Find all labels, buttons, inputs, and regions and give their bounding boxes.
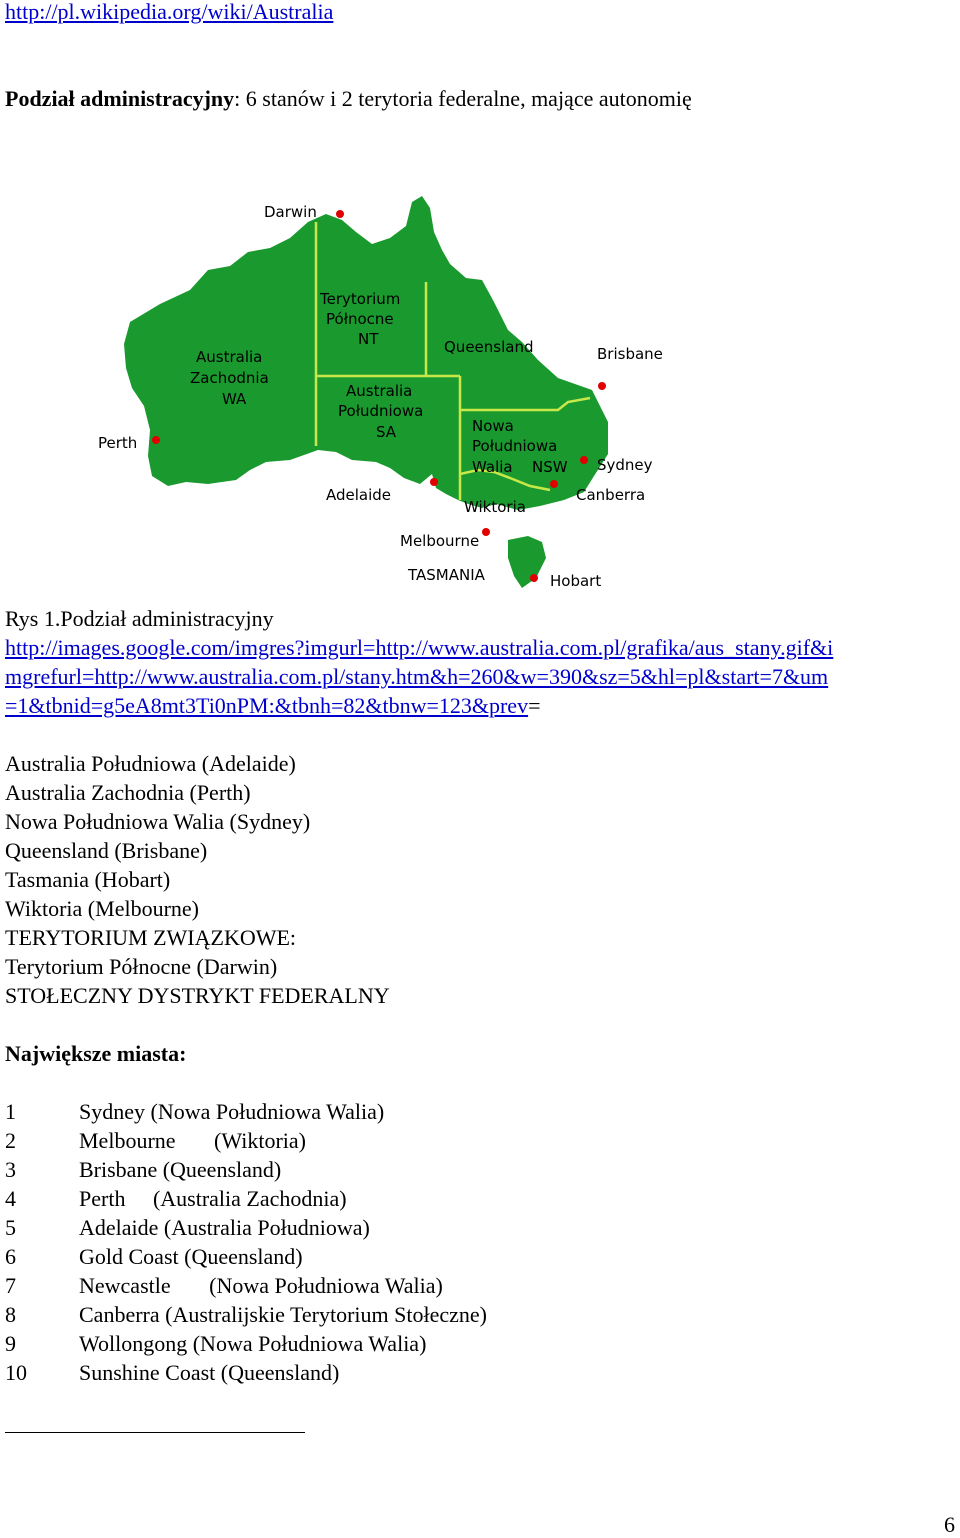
- svg-text:Nowa: Nowa: [472, 417, 514, 435]
- footnote-divider: [5, 1432, 305, 1433]
- list-item: Tasmania (Hobart): [5, 867, 171, 892]
- list-item: 7 Newcastle (Nowa Południowa Walia): [5, 1273, 443, 1298]
- wikipedia-link[interactable]: http://pl.wikipedia.org/wiki/Australia: [5, 0, 334, 24]
- city-label-melbourne: Melbourne: [400, 532, 480, 550]
- city-label-perth: Perth: [98, 434, 138, 452]
- svg-text:Południowa: Południowa: [338, 402, 424, 420]
- city-label-canberra: Canberra: [576, 486, 646, 504]
- list-item: 2 Melbourne (Wiktoria): [5, 1128, 306, 1153]
- cities-heading: Największe miasta:: [5, 1041, 187, 1066]
- intro-line: [5, 84, 692, 113]
- states-list: [5, 749, 390, 1010]
- intro-label: Podział administracyjny: [5, 86, 235, 111]
- caption-url-line-2[interactable]: mgrefurl=http://www.australia.com.pl/stany.htm&h=260&w=390&sz=5&hl=pl&start=7&um: [5, 664, 829, 689]
- svg-text:Australia: Australia: [196, 348, 263, 366]
- figure-caption: [5, 604, 833, 720]
- list-item: Terytorium Północne (Darwin): [5, 954, 278, 979]
- qld-label: Queensland: [444, 338, 534, 356]
- svg-text:WA: WA: [222, 390, 247, 408]
- svg-text:Terytorium: Terytorium: [320, 290, 401, 308]
- cities-list: [5, 1097, 905, 1387]
- tasmania-shape: [508, 536, 546, 588]
- svg-text:NSW: NSW: [532, 458, 568, 476]
- list-item: 8 Canberra (Australijskie Terytorium Stołeczne): [5, 1302, 487, 1327]
- vic-label: Wiktoria: [464, 498, 526, 516]
- svg-text:Północne: Północne: [326, 310, 394, 328]
- city-label-sydney: Sydney: [597, 456, 653, 474]
- list-item: Australia Południowa (Adelaide): [5, 751, 296, 776]
- city-label-darwin: Darwin: [264, 203, 317, 221]
- city-label-brisbane: Brisbane: [597, 345, 663, 363]
- svg-text:Walia: Walia: [472, 458, 513, 476]
- australia-map: [90, 192, 690, 592]
- list-item: TERYTORIUM ZWIĄZKOWE:: [5, 925, 297, 950]
- svg-text:Południowa: Południowa: [472, 437, 558, 455]
- caption-url-line-3[interactable]: =1&tbnid=g5eA8mt3Ti0nPM:&tbnh=82&tbnw=123&prev: [5, 693, 529, 718]
- page-number: 6: [944, 1512, 955, 1537]
- caption-url-line-1[interactable]: http://images.google.com/imgres?imgurl=http://www.australia.com.pl/grafika/aus_stany.gif&i: [5, 635, 834, 660]
- list-item: 10 Sunshine Coast (Queensland): [5, 1360, 340, 1385]
- caption-title: Rys 1.Podział administracyjny: [5, 606, 274, 631]
- list-item: 6 Gold Coast (Queensland): [5, 1244, 303, 1269]
- svg-text:Zachodnia: Zachodnia: [190, 369, 269, 387]
- list-item: Australia Zachodnia (Perth): [5, 780, 251, 805]
- tas-label: TASMANIA: [408, 566, 485, 584]
- svg-text:NT: NT: [358, 330, 379, 348]
- list-item: 4 Perth (Australia Zachodnia): [5, 1186, 347, 1211]
- city-label-hobart: Hobart: [550, 572, 602, 590]
- list-item: STOŁECZNY DYSTRYKT FEDERALNY: [5, 983, 390, 1008]
- list-item: 9 Wollongong (Nowa Południowa Walia): [5, 1331, 427, 1356]
- svg-text:SA: SA: [376, 423, 397, 441]
- list-item: Nowa Południowa Walia (Sydney): [5, 809, 311, 834]
- city-label-adelaide: Adelaide: [326, 486, 392, 504]
- svg-text:Australia: Australia: [346, 382, 413, 400]
- list-item: Queensland (Brisbane): [5, 838, 208, 863]
- intro-text: : 6 stanów i 2 terytoria federalne, mające autonomię: [234, 86, 692, 111]
- list-item: Wiktoria (Melbourne): [5, 896, 199, 921]
- list-item: 1 Sydney (Nowa Południowa Walia): [5, 1099, 385, 1124]
- caption-url-suffix: =: [528, 693, 541, 718]
- list-item: 5 Adelaide (Australia Południowa): [5, 1215, 370, 1240]
- list-item: 3 Brisbane (Queensland): [5, 1157, 282, 1182]
